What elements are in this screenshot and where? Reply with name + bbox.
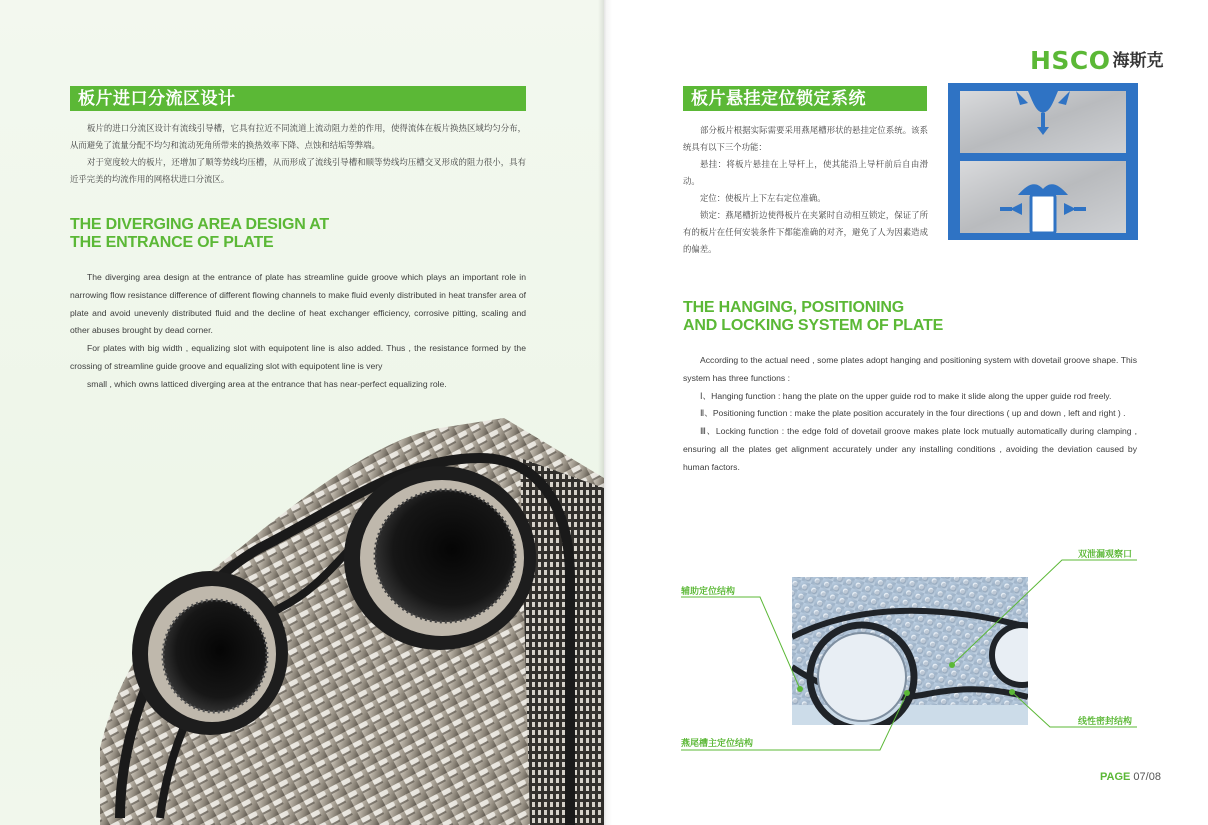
left-cn-paragraph: 对于宽度较大的板片，还增加了顺等势线均压槽，从而形成了流线引导槽和顺等势线均压槽交叉形成的阻力很小，具有近乎完美的均流作用的网格状进口分流区。	[70, 157, 526, 184]
right-cn-paragraph: 部分板片根据实际需要采用燕尾槽形状的悬挂定位系统。该系统具有以下三个功能：	[683, 125, 928, 152]
callout-linear-seal: 线性密封结构	[1078, 716, 1133, 726]
left-cn-body	[70, 120, 526, 188]
callout-double-leak-port: 双泄漏观察口	[1078, 549, 1133, 559]
left-en-title-line2: THE ENTRANCE OF PLATE	[70, 234, 274, 251]
right-en-body	[683, 352, 1137, 477]
left-en-title-line1: THE DIVERGING AREA DESIGN AT	[70, 216, 330, 233]
page-number-value: 07/08	[1133, 771, 1161, 783]
plate-inlet-photo	[100, 418, 604, 825]
left-cn-paragraph: 板片的进口分流区设计有流线引导槽，它具有拉近不同流道上流动阻力差的作用，使得流体在板片换热区域均匀分布，从而避免了流量分配不均匀和流动死角所带来的换热效率下降、点蚀和结垢等弊端。	[70, 123, 526, 150]
logo-cn-name: 海斯克	[1112, 51, 1164, 70]
left-en-body	[70, 269, 526, 394]
page-number	[1100, 771, 1161, 783]
gasket-photo	[792, 577, 1028, 725]
right-cn-paragraph: 锁定：燕尾槽折边使得板片在夹紧时自动相互锁定，保证了所有的板片在任何安装条件下都能准确的对齐，避免了人为因素造成的偏差。	[683, 210, 928, 254]
left-en-paragraph: The diverging area design at the entrance of plate has streamline guide groove which plays an important role in narrowing flow resistance difference of different flowing channels to make fluid evenly distributed in heat transfer area of plate and avoid unevenly distributed fluid and the decline of heat exchanger efficiency, corrosive pitting, scaling and other abuses brought by dead corner.	[70, 272, 526, 336]
right-en-paragraph: Ⅲ、Locking function : the edge fold of dovetail groove makes plate lock mutually automatically during clamping , ensuring all the plates get alignment accurately under any installing conditions , avoiding the deviation caused by human factors.	[683, 426, 1137, 472]
logo-mark: HSCO	[1030, 46, 1111, 75]
right-cn-paragraph: 定位：使板片上下左右定位准确。	[700, 193, 826, 203]
left-en-title	[70, 216, 470, 252]
page-label: PAGE	[1100, 771, 1131, 783]
callout-aux-positioning: 辅助定位结构	[681, 586, 736, 596]
left-en-paragraph: For plates with big width , equalizing slot with equipotent line is also added. Thus , the resistance formed by the crossing of streamline guide groove and equalizing slot with equipotent line is very	[70, 343, 526, 371]
right-cn-body	[683, 122, 928, 258]
right-en-title	[683, 299, 1103, 335]
right-en-paragraph: Ⅰ、Hanging function : hang the plate on the upper guide rod to make it slide along the upper guide rod freely.	[700, 390, 1112, 401]
right-cn-title-bar	[683, 86, 927, 111]
right-cn-title: 板片悬挂定位锁定系统	[691, 89, 866, 108]
left-cn-title-bar	[70, 86, 526, 111]
right-en-paragraph: According to the actual need , some plates adopt hanging and positioning system with dovetail groove shape. This system has three functions :	[683, 355, 1137, 383]
right-cn-paragraph: 悬挂：将板片悬挂在上导杆上，使其能沿上导杆前后自由滑动。	[683, 159, 928, 186]
left-cn-title: 板片进口分流区设计	[78, 89, 236, 108]
right-en-title-line2: AND LOCKING SYSTEM OF PLATE	[683, 317, 944, 334]
company-logo	[1030, 46, 1164, 76]
dovetail-diagram	[948, 83, 1138, 240]
right-en-title-line1: THE HANGING, POSITIONING	[683, 299, 904, 316]
right-en-paragraph: Ⅱ、Positioning function : make the plate position accurately in the four directions ( up and down , left and right ) .	[700, 408, 1126, 419]
callout-dovetail-main: 燕尾槽主定位结构	[681, 738, 754, 748]
left-en-paragraph: small , which owns latticed diverging area at the entrance that has near-perfect equalizing role.	[87, 378, 447, 389]
